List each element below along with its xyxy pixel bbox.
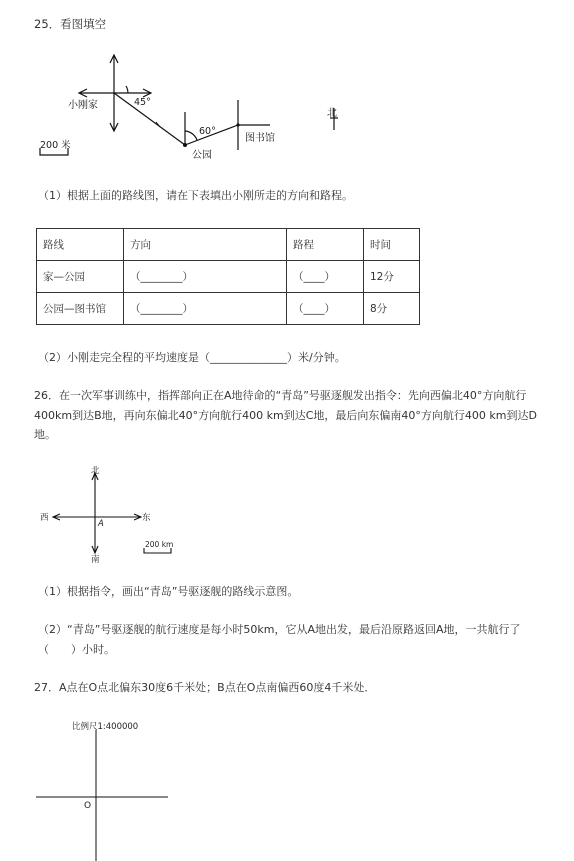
library-label: 图书馆: [245, 133, 275, 144]
scale-label-q26: 200 km: [145, 540, 174, 549]
header-route: 路线: [37, 229, 124, 261]
angle-45-label: 45°: [134, 97, 151, 108]
header-distance: 路程: [287, 229, 364, 261]
row1-route: 家—公园: [37, 261, 124, 293]
header-direction: 方向: [124, 229, 287, 261]
q26-line1: 26．在一次军事训练中，指挥部向正在A地待命的“青岛”号驱逐舰发出指令：先向西偏北40°方向航行: [34, 389, 527, 402]
header-time: 时间: [364, 229, 420, 261]
q27-line: 27．A点在O点北偏东30度6千米处；B点在O点南偏西60度4千米处．: [34, 681, 376, 694]
q26-west-label: 西: [40, 513, 49, 523]
q26-compass-figure: [40, 460, 190, 570]
route-table: [36, 228, 420, 325]
table-row: [37, 261, 420, 293]
q26-east-label: 东: [142, 513, 151, 523]
q25-part1: （1）根据上面的路线图，请在下表填出小刚所走的方向和路程。: [38, 189, 353, 202]
row2-direction-blank[interactable]: （________）: [124, 293, 287, 325]
q27-origin-label: O: [84, 801, 92, 811]
library-point: [236, 123, 239, 126]
q26-line2: 400km到达B地，再向东偏北40°方向航行400 km到达C地，最后向东偏南40°方向航行400 km到达D: [34, 409, 537, 422]
row1-distance-blank[interactable]: （____）: [287, 261, 364, 293]
north-label-q25: 北: [327, 108, 337, 119]
q27-scale-label: 比例尺1:400000: [72, 722, 139, 732]
q26-part1: （1）根据指令，画出“青岛”号驱逐舰的路线示意图。: [38, 585, 299, 598]
park-label: 公园: [192, 150, 212, 161]
row1-time: 12分: [364, 261, 420, 293]
q25-title: 25．看图填空: [34, 17, 107, 31]
row2-route: 公园—图书馆: [37, 293, 124, 325]
table-row: [37, 293, 420, 325]
q26-part2-line2: （ ）小时。: [38, 643, 115, 656]
q26-south-label: 南: [91, 555, 100, 565]
row1-direction-blank[interactable]: （________）: [124, 261, 287, 293]
q26-point-a: A: [98, 519, 104, 529]
angle-arc-45: [126, 86, 128, 93]
q26-line3: 地。: [34, 428, 56, 441]
scale-label-q25: 200 米: [40, 140, 71, 151]
q25-route-figure: [0, 50, 360, 170]
q26-part2-line1: （2）“青岛”号驱逐舰的航行速度是每小时50km，它从A地出发，最后沿原路返回A地，一共航行了: [38, 623, 521, 636]
row2-time: 8分: [364, 293, 420, 325]
angle-60-label: 60°: [199, 126, 216, 137]
q26-north-label: 北: [91, 466, 100, 476]
q25-part2: （2）小刚走完全程的平均速度是（______________）米/分钟。: [38, 351, 346, 364]
table-header-row: [37, 229, 420, 261]
row2-distance-blank[interactable]: （____）: [287, 293, 364, 325]
park-point: [183, 143, 187, 147]
q27-axes-figure: [30, 730, 180, 861]
angle-arc-60: [185, 131, 197, 140]
home-label: 小刚家: [68, 100, 98, 111]
